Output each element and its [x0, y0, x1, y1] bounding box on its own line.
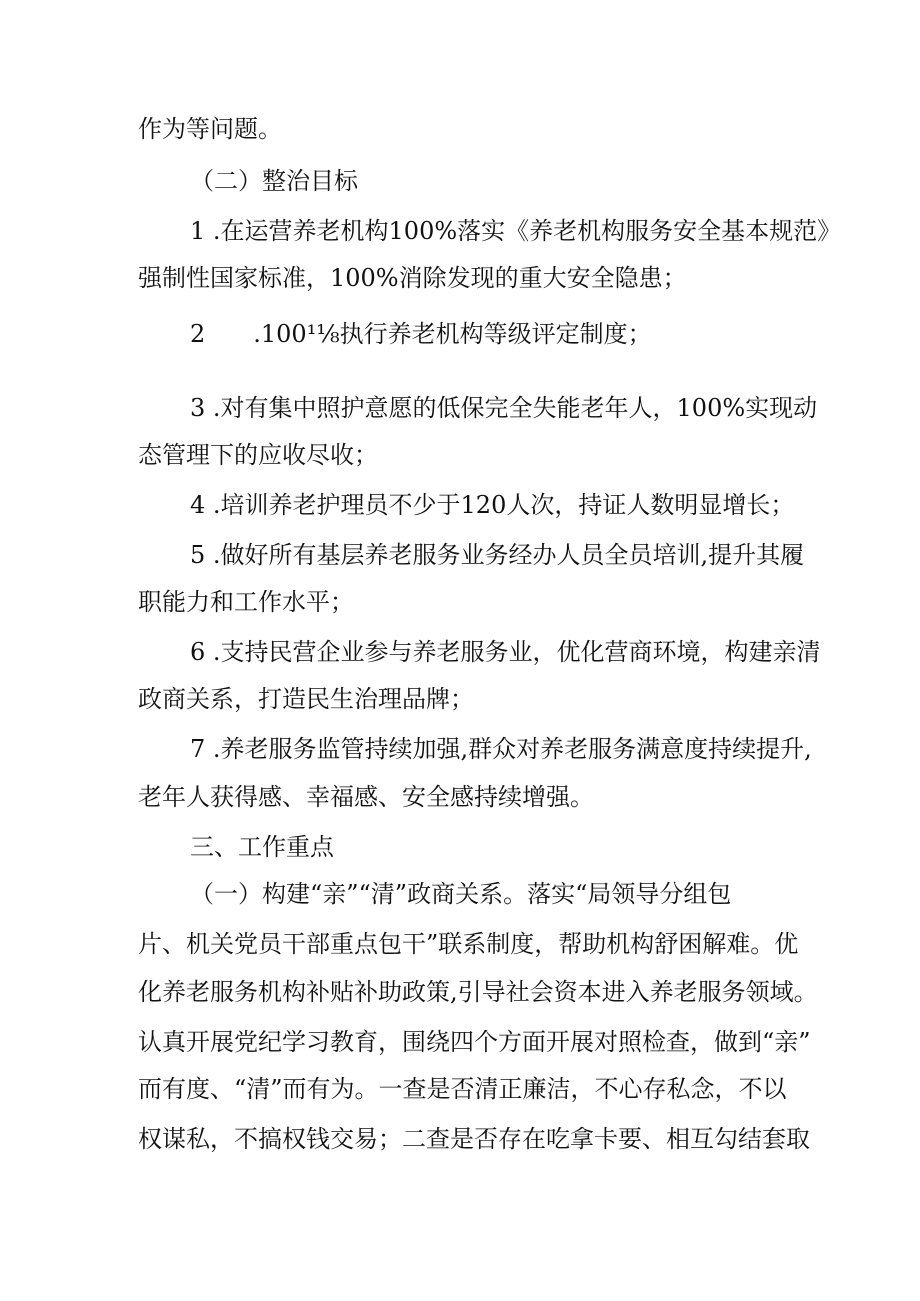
paragraph-line: 而有度、“清”而有为。一查是否清正廉洁，不心存私念，不以: [138, 1075, 787, 1103]
paragraph-line: 1 .在运营养老机构100%落实《养老机构服务安全基本规范》: [190, 217, 842, 245]
paragraph-line: 2 .100¹⅛执行养老机构等级评定制度；: [190, 320, 652, 348]
paragraph-line: 3 .对有集中照护意愿的低保完全失能老年人，100%实现动: [190, 394, 818, 422]
paragraph-line: 片、机关党员干部重点包干”联系制度，帮助机构舒困解难。优: [138, 930, 799, 958]
paragraph-line: 7 .养老服务监管持续加强,群众对养老服务满意度持续提升,: [190, 735, 812, 763]
paragraph-line: 4 .培训养老护理员不少于120人次，持证人数明显增长；: [190, 491, 795, 519]
paragraph-line: 职能力和工作水平；: [138, 588, 354, 616]
paragraph-line: 5 .做好所有基层养老服务业务经办人员全员培训,提升其履: [190, 541, 805, 569]
paragraph-line: 认真开展党纪学习教育，围绕四个方面开展对照检查，做到“亲”: [138, 1028, 811, 1056]
paragraph-line: 权谋私，不搞权钱交易；二查是否存在吃拿卡要、相互勾结套取: [138, 1125, 810, 1153]
paragraph-line: 化养老服务机构补贴补助政策,引导社会资本进入养老服务领域。: [138, 978, 818, 1006]
section-heading: （二）整治目标: [190, 167, 358, 195]
paragraph-line: 6 .支持民营企业参与养老服务业，优化营商环境，构建亲清: [190, 638, 821, 666]
paragraph-line: 强制性国家标准，100%消除发现的重大安全隐患；: [138, 264, 687, 292]
paragraph-line: 政商关系，打造民生治理品牌；: [138, 685, 474, 713]
paragraph-line: 态管理下的应收尽收；: [138, 441, 378, 469]
section-heading: 三、工作重点: [190, 833, 334, 861]
paragraph-line: 作为等问题。: [138, 115, 282, 143]
paragraph-line: （一）构建“亲”“清”政商关系。落实“局领导分组包: [190, 880, 732, 908]
paragraph-line: 老年人获得感、幸福感、安全感持续增强。: [138, 783, 594, 811]
